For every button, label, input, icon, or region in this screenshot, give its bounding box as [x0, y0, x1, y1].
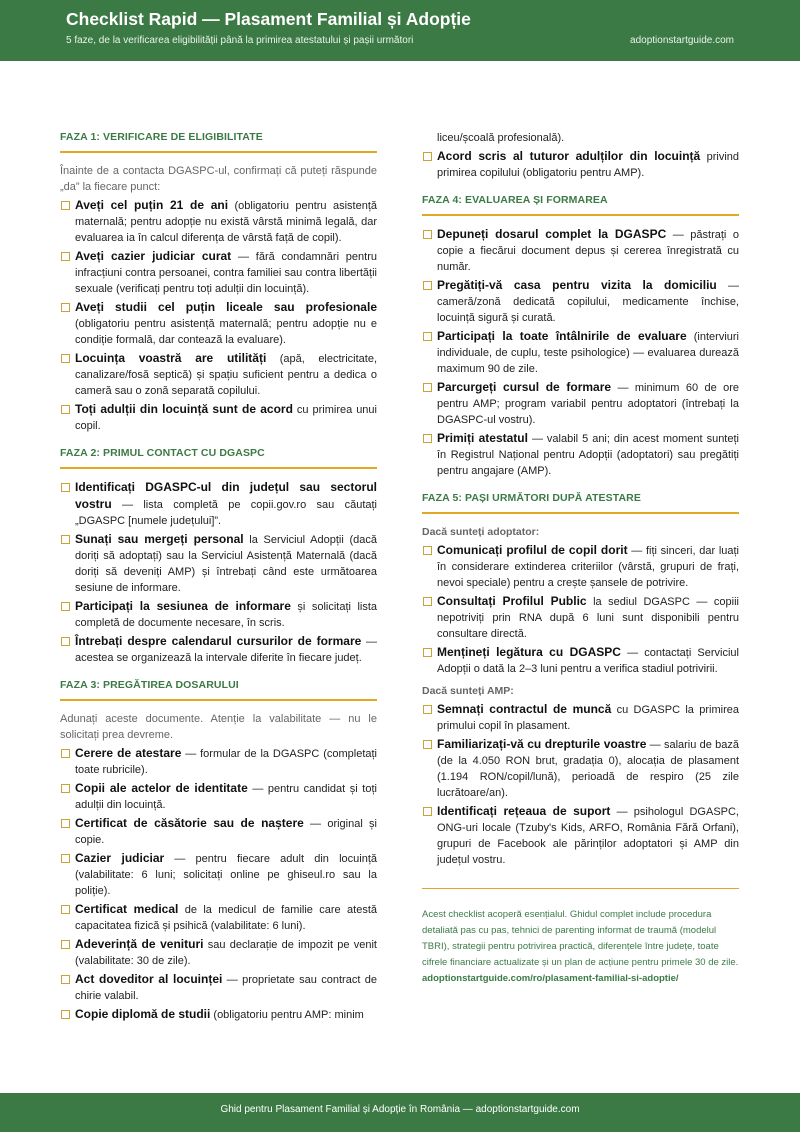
- checklist-item[interactable]: [422, 644, 739, 677]
- item-title: Pregătiți-vă casa pentru vizita la domiciliu: [437, 278, 717, 292]
- adoptator-label: Dacă sunteți adoptator:: [422, 526, 540, 538]
- footer-text: Ghid pentru Plasament Familial și Adopție în România — adoptionstartguide.com: [220, 1104, 580, 1115]
- left-column: [60, 129, 377, 1025]
- item-text: — acestea se organizează la intervale diferite în fiecare județ.: [75, 636, 377, 664]
- checklist-item[interactable]: [60, 531, 377, 596]
- checklist-item[interactable]: [422, 430, 739, 479]
- item-text: și solicitați lista completă de documente necesare, în scris.: [75, 601, 378, 629]
- checklist-item[interactable]: [60, 350, 377, 399]
- item-title: Parcurgeți cursul de formare: [437, 380, 612, 394]
- item-text: cu primirea unui copil.: [75, 404, 377, 432]
- checkbox-icon[interactable]: [61, 975, 70, 984]
- item-title: Adeverință de venituri: [75, 937, 204, 951]
- checkbox-icon[interactable]: [61, 354, 70, 363]
- item-text: cu DGASPC la primirea primului copil în plasament.: [437, 704, 739, 732]
- checkbox-icon[interactable]: [61, 303, 70, 312]
- item-text: (apă, electricitate, canalizare/fosă septică) și spațiu suficient pentru a dedica o cameră sau o zonă separată copilului.: [75, 353, 378, 397]
- phase3-list: [60, 745, 377, 1023]
- item-title: Act doveditor al locuinței: [75, 972, 223, 986]
- phase3-intro: Adunați aceste documente. Atenție la valabilitate — nu le solicitați prea devreme.: [60, 713, 377, 741]
- item-title: Întrebați despre calendarul cursurilor de formare: [75, 634, 362, 648]
- item-title: Familiarizați-vă cu drepturile voastre: [437, 737, 647, 751]
- item-title: Consultați Profilul Public: [437, 594, 587, 608]
- checkbox-icon[interactable]: [423, 597, 432, 606]
- phase5-heading: FAZA 5: PAȘI URMĂTORI DUPĂ ATESTARE: [422, 490, 739, 514]
- item-title: Locuința voastră are utilități: [75, 351, 267, 365]
- note-text: Acest checklist acoperă esențialul. Ghidul complet include procedura detaliată pas cu pas, tehnici de parenting informat de traumă (modelul TBRI), strategii pentru potrivirea practică, diferențele între județe, toate cifrele financiare actualizate și un plan de acțiune pentru primele 30 de zile.: [422, 909, 739, 968]
- item-text: — original și copie.: [75, 818, 377, 846]
- item-text: — păstrați o copie a fiecărui document depus și cererea înregistrată cu număr.: [437, 229, 739, 273]
- checkbox-icon[interactable]: [61, 749, 70, 758]
- item-text: — formular de la DGASPC (completați toate rubricile).: [75, 748, 378, 776]
- item-title: Copie diplomă de studii: [75, 1007, 211, 1021]
- phase1-heading: FAZA 1: VERIFICARE DE ELIGIBILITATE: [60, 129, 377, 153]
- item-title: Aveți studii cel puțin liceale sau profesionale: [75, 300, 377, 314]
- checklist-item[interactable]: [60, 248, 377, 297]
- checkbox-icon[interactable]: [61, 201, 70, 210]
- checklist-item[interactable]: [60, 1006, 377, 1023]
- checklist-item[interactable]: [422, 803, 739, 868]
- checkbox-icon[interactable]: [423, 230, 432, 239]
- checkbox-icon[interactable]: [61, 819, 70, 828]
- checkbox-icon[interactable]: [423, 546, 432, 555]
- item-text: la Serviciul Adopții (dacă doriți să adoptați) sau la Serviciul Asistență Maternală (dacă doriți să deveniți AMP) și întrebați când este următoarea sesiune de informare.: [75, 534, 377, 594]
- checklist-item[interactable]: [60, 936, 377, 969]
- checkbox-icon[interactable]: [61, 784, 70, 793]
- amp-label: Dacă sunteți AMP:: [422, 685, 514, 697]
- item-text: (obligatoriu pentru asistență maternală; pentru adopție nu e condiție formală, dar contează la evaluare).: [75, 318, 377, 346]
- checklist-item[interactable]: [60, 971, 377, 1004]
- checklist-item[interactable]: [60, 633, 377, 666]
- header-site: adoptionstartguide.com: [630, 35, 734, 46]
- item-text: — pentru fiecare adult din locuință (valabilitate: 6 luni; solicitați online pe ghiseul.ro sau la poliție).: [75, 853, 377, 897]
- item-title: Certificat de căsătorie sau de naștere: [75, 816, 304, 830]
- checklist-item[interactable]: [422, 328, 739, 377]
- item-text: — valabil 5 ani; din acest moment sunteți în Registrul Național pentru Adopții (adoptatori) sau pregătiți pentru angajare (AMP).: [437, 433, 739, 477]
- checklist-item[interactable]: [422, 736, 739, 801]
- checklist-item[interactable]: [422, 148, 739, 181]
- item-text: la sediul DGASPC — copiii nepotriviți prin RNA după 6 luni sunt disponibili pentru consultare directă.: [437, 596, 739, 640]
- phase4-heading: FAZA 4: EVALUAREA ȘI FORMAREA: [422, 192, 739, 216]
- checkbox-icon[interactable]: [423, 648, 432, 657]
- checklist-item[interactable]: [422, 593, 739, 642]
- page-header: [0, 0, 800, 61]
- checkbox-icon[interactable]: [61, 252, 70, 261]
- checklist-item[interactable]: [60, 197, 377, 246]
- checklist-item[interactable]: [60, 780, 377, 813]
- item-title: Identificați DGASPC-ul din județul sau sectorul vostru: [75, 480, 377, 511]
- item-title: Participați la toate întâlnirile de evaluare: [437, 329, 687, 343]
- checkbox-icon[interactable]: [61, 405, 70, 414]
- checklist-item[interactable]: [60, 745, 377, 778]
- checklist-item[interactable]: [60, 401, 377, 434]
- checklist-item[interactable]: [422, 542, 739, 591]
- checkbox-icon[interactable]: [423, 740, 432, 749]
- checklist-item[interactable]: [422, 226, 739, 275]
- item-text: — fără condamnări pentru infracțiuni contra persoanei, contra familiei sau contra libertății sexuale (verificați pentru toți adulții din locuință).: [75, 251, 377, 295]
- checkbox-icon[interactable]: [423, 807, 432, 816]
- checkbox-icon[interactable]: [423, 705, 432, 714]
- checklist-item[interactable]: [60, 850, 377, 899]
- item-text: sau declarație de impozit pe venit (valabilitate: 30 de zile).: [75, 939, 377, 967]
- amp-list: [422, 701, 739, 868]
- closing-note: [422, 888, 739, 987]
- checklist-item[interactable]: [60, 598, 377, 631]
- item-text: privind primirea copilului (obligatoriu pentru AMP).: [437, 151, 740, 179]
- guide-link[interactable]: adoptionstartguide.com/ro/plasament-familial-si-adoptie/: [422, 973, 679, 984]
- phase3-continuation: liceu/școală profesională).: [437, 132, 565, 144]
- checkbox-icon[interactable]: [61, 602, 70, 611]
- item-text: (interviuri individuale, de cuplu, teste psihologice) — evaluarea durează maximum 90 de zile.: [437, 331, 739, 375]
- item-title: Cazier judiciar: [75, 851, 165, 865]
- page-title: Checklist Rapid — Plasament Familial și Adopție: [66, 9, 471, 29]
- phase4-list: [422, 226, 739, 479]
- item-title: Identificați rețeaua de suport: [437, 804, 611, 818]
- item-title: Acord scris al tuturor adulților din locuință: [437, 149, 701, 163]
- checkbox-icon[interactable]: [423, 281, 432, 290]
- phase2-heading: FAZA 2: PRIMUL CONTACT CU DGASPC: [60, 445, 377, 469]
- item-title: Participați la sesiunea de informare: [75, 599, 291, 613]
- item-title: Semnați contractul de muncă: [437, 702, 612, 716]
- item-text: (obligatoriu pentru asistență maternală; pentru adopție nu există vârstă minimă legală, dar evaluarea ia în calcul diferența de vârstă față de copil).: [75, 200, 377, 244]
- item-title: Sunați sau mergeți personal: [75, 532, 244, 546]
- item-title: Copii ale actelor de identitate: [75, 781, 248, 795]
- checkbox-icon[interactable]: [423, 434, 432, 443]
- item-text: — cameră/zonă dedicată copilului, medicamente închise, locuință sigură și curată.: [437, 280, 739, 324]
- checkbox-icon[interactable]: [423, 383, 432, 392]
- checklist-item[interactable]: [60, 299, 377, 348]
- item-title: Aveți cazier judiciar curat: [75, 249, 232, 263]
- checkbox-icon[interactable]: [61, 940, 70, 949]
- phase1-list: [60, 197, 377, 434]
- item-text: — contactați Serviciul Adopții o dată la 2–3 luni pentru a verifica stadiul potrivirii.: [437, 647, 739, 675]
- checklist-item[interactable]: [60, 479, 377, 529]
- item-title: Depuneți dosarul complet la DGASPC: [437, 227, 667, 241]
- item-text: — salariu de bază (de la 4.050 RON brut, gradația 0), alocația de plasament (1.194 RON/copil/lună), perioadă de respiro (25 zile lucrătoare/an).: [437, 739, 739, 799]
- checkbox-icon[interactable]: [423, 332, 432, 341]
- checkbox-icon[interactable]: [61, 905, 70, 914]
- item-text: — lista completă pe copii.gov.ro sau căutați „DGASPC [numele județului]”.: [75, 499, 377, 527]
- item-title: Mențineți legătura cu DGASPC: [437, 645, 621, 659]
- item-title: Toți adulții din locuință sunt de acord: [75, 402, 293, 416]
- checklist-item[interactable]: [60, 901, 377, 934]
- item-title: Primiți atestatul: [437, 431, 528, 445]
- phase3-heading: FAZA 3: PREGĂTIREA DOSARULUI: [60, 677, 377, 701]
- adoptator-list: [422, 542, 739, 677]
- item-text: — fiți sinceri, dar luați în considerare extinderea criteriilor (vârstă, grupuri de frați, nevoi speciale) pentru a crește șansele de potrivire.: [437, 545, 739, 589]
- item-text: — proprietate sau contract de chirie valabil.: [75, 974, 377, 1002]
- checkbox-icon[interactable]: [61, 483, 70, 492]
- checkbox-icon[interactable]: [61, 854, 70, 863]
- checkbox-icon[interactable]: [423, 152, 432, 161]
- item-title: Cerere de atestare: [75, 746, 182, 760]
- item-text: (obligatoriu pentru AMP: minim: [210, 1009, 364, 1021]
- checklist-item[interactable]: [60, 815, 377, 848]
- checkbox-icon[interactable]: [61, 1010, 70, 1019]
- item-title: Certificat medical: [75, 902, 179, 916]
- item-text: — pentru candidat și toți adulții din locuință.: [75, 783, 377, 811]
- right-column: [422, 130, 739, 987]
- checklist-item[interactable]: [422, 379, 739, 428]
- checklist-item[interactable]: [422, 701, 739, 734]
- page-footer: [0, 1093, 800, 1132]
- phase1-intro: Înainte de a contacta DGASPC-ul, confirmați că puteți răspunde „da” la fiecare punct:: [60, 165, 377, 193]
- item-text: de la medicul de familie care atestă capacitatea fizică și psihică (valabilitate: 6 luni).: [75, 904, 377, 932]
- item-text: — minimum 60 de ore pentru AMP; program variabil pentru adoptatori (întrebați la DGASPC-ul vostru).: [437, 382, 739, 426]
- checkbox-icon[interactable]: [61, 535, 70, 544]
- phase2-list: [60, 479, 377, 666]
- page-subtitle: 5 faze, de la verificarea eligibilității până la primirea atestatului și pașii următori: [66, 35, 414, 46]
- item-text: — psihologul DGASPC, ONG-uri locale (Tzuby's Kids, ARFO, România Fără Orfani), grupuri de Facebook ale părinților adoptatori și AMP din județul vostru.: [437, 806, 739, 866]
- checklist-item[interactable]: [422, 277, 739, 326]
- checkbox-icon[interactable]: [61, 637, 70, 646]
- item-title: Aveți cel puțin 21 de ani: [75, 198, 229, 212]
- item-title: Comunicați profilul de copil dorit: [437, 543, 628, 557]
